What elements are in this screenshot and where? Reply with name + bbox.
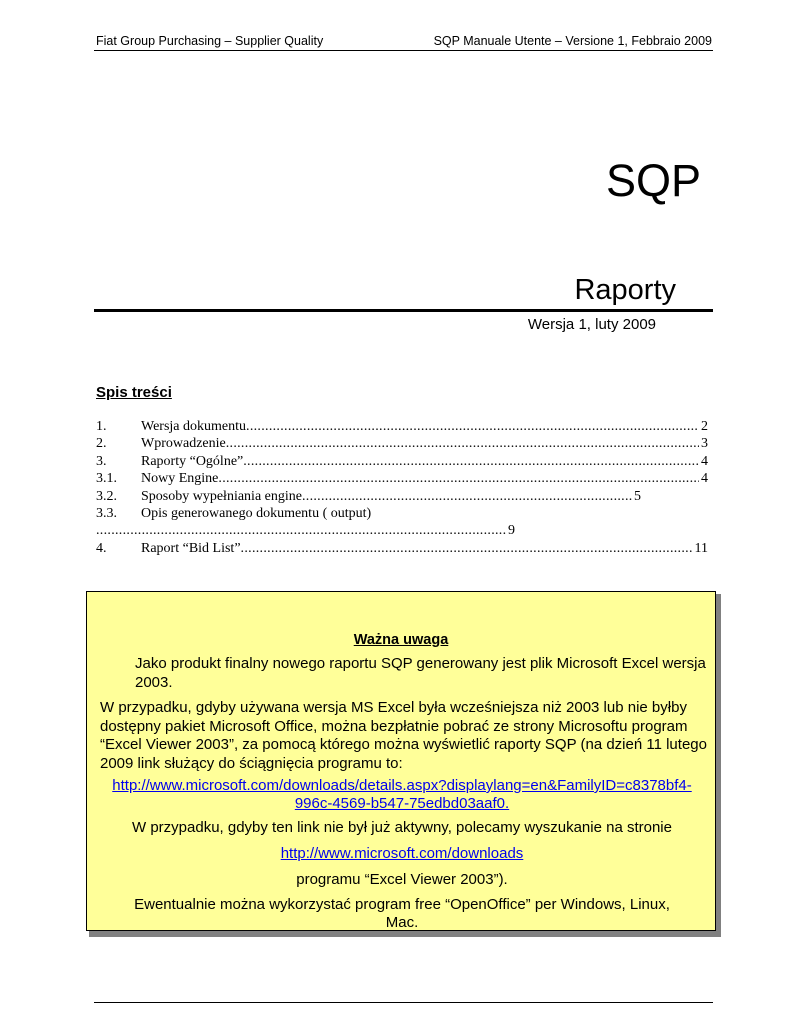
- toc-entry-number: 3.: [96, 453, 107, 469]
- important-note-box: [86, 591, 716, 931]
- microsoft-downloads-link[interactable]: http://www.microsoft.com/downloads: [280, 845, 524, 862]
- toc-leader-dots: [243, 453, 699, 470]
- link-line: http://www.microsoft.com/downloads/details.aspx?displaylang=en&FamilyID=c8378bf4-: [112, 777, 692, 794]
- toc-leader-dots: [241, 540, 693, 557]
- link-line: 996c-4569-b547-75edbd03aaf0.: [294, 795, 510, 812]
- excel-viewer-download-link[interactable]: [87, 777, 717, 813]
- document-title: SQP: [605, 155, 701, 206]
- toc-entry[interactable]: [96, 505, 708, 522]
- header-divider: [94, 50, 713, 51]
- toc-entry-number: 1.: [96, 419, 107, 434]
- footer-divider: [94, 1002, 713, 1003]
- toc-entry-continuation[interactable]: [96, 522, 708, 539]
- toc-entry-page: 4: [701, 453, 708, 469]
- toc-entry[interactable]: [96, 488, 708, 505]
- toc-entry[interactable]: [96, 435, 708, 452]
- toc-entry[interactable]: [96, 453, 708, 470]
- toc-leader-dots: [246, 418, 699, 435]
- toc-entry-number: 2.: [96, 436, 107, 452]
- toc-entry-number: 3.3.: [96, 505, 117, 521]
- toc-leader-dots: [218, 470, 699, 487]
- header-left-text: Fiat Group Purchasing – Supplier Quality: [96, 34, 324, 48]
- toc-entry-number: 3.2.: [96, 488, 117, 504]
- note-paragraph: W przypadku, gdyby używana wersja MS Excel była wcześniejsza niż 2003 lub nie byłby dostępny pakiet Microsoft Office, można bezpłatnie pobrać ze strony Microsoftu program “Excel Viewer 2003”, za pomocą którego można wyświetlić raporty SQP (na dzień 11 lutego 2009 link służący do ściągnięcia programu to:: [100, 699, 707, 772]
- toc-entry-page: 5: [633, 488, 641, 504]
- toc-entry[interactable]: [96, 540, 708, 557]
- document-version: Wersja 1, luty 2009: [527, 316, 656, 333]
- toc-entry[interactable]: [96, 470, 708, 487]
- toc-entry-label: Raport “Bid List”: [141, 540, 241, 556]
- header-right-text: SQP Manuale Utente – Versione 1, Febbraio 2009: [433, 34, 712, 48]
- toc-entry-page: 2: [701, 419, 708, 434]
- toc-entry-label: Opis generowanego dokumentu ( output): [141, 505, 372, 521]
- toc-entry-page: 11: [694, 540, 708, 556]
- note-paragraph: programu “Excel Viewer 2003”).: [296, 871, 508, 888]
- toc-entry[interactable]: [96, 418, 708, 435]
- toc-entry-label: Wprowadzenie: [141, 436, 226, 452]
- table-of-contents: [96, 418, 708, 557]
- note-paragraph: W przypadku, gdyby ten link nie był już aktywny, polecamy wyszukanie na stronie: [132, 819, 672, 836]
- note-title: Ważna uwaga: [353, 632, 449, 648]
- toc-entry-number: 4.: [96, 540, 107, 556]
- toc-entry-label: Raporty “Ogólne”: [141, 453, 244, 469]
- note-paragraph: Jako produkt finalny nowego raportu SQP generowany jest plik Microsoft Excel wersja 2003.: [135, 655, 706, 691]
- note-line: Ewentualnie można wykorzystać program free “OpenOffice” per Windows, Linux,: [134, 896, 670, 913]
- document-subtitle: Raporty: [574, 274, 676, 306]
- toc-entry-label: Sposoby wypełniania engine: [141, 488, 302, 504]
- title-divider: [94, 309, 713, 312]
- note-paragraph: [87, 896, 717, 932]
- toc-entry-label: Wersja dokumentu: [141, 419, 247, 434]
- toc-entry-number: 3.1.: [96, 471, 117, 487]
- toc-leader-dots: [96, 522, 506, 539]
- toc-entry-page: 4: [701, 471, 708, 487]
- note-line: Mac.: [385, 914, 419, 931]
- toc-entry-label: Nowy Engine: [141, 471, 219, 487]
- toc-leader-dots: [302, 488, 632, 505]
- toc-heading: Spis treści: [96, 384, 172, 401]
- toc-entry-page: 3: [701, 436, 708, 452]
- toc-entry-page: 9: [508, 523, 515, 539]
- toc-leader-dots: [226, 435, 699, 452]
